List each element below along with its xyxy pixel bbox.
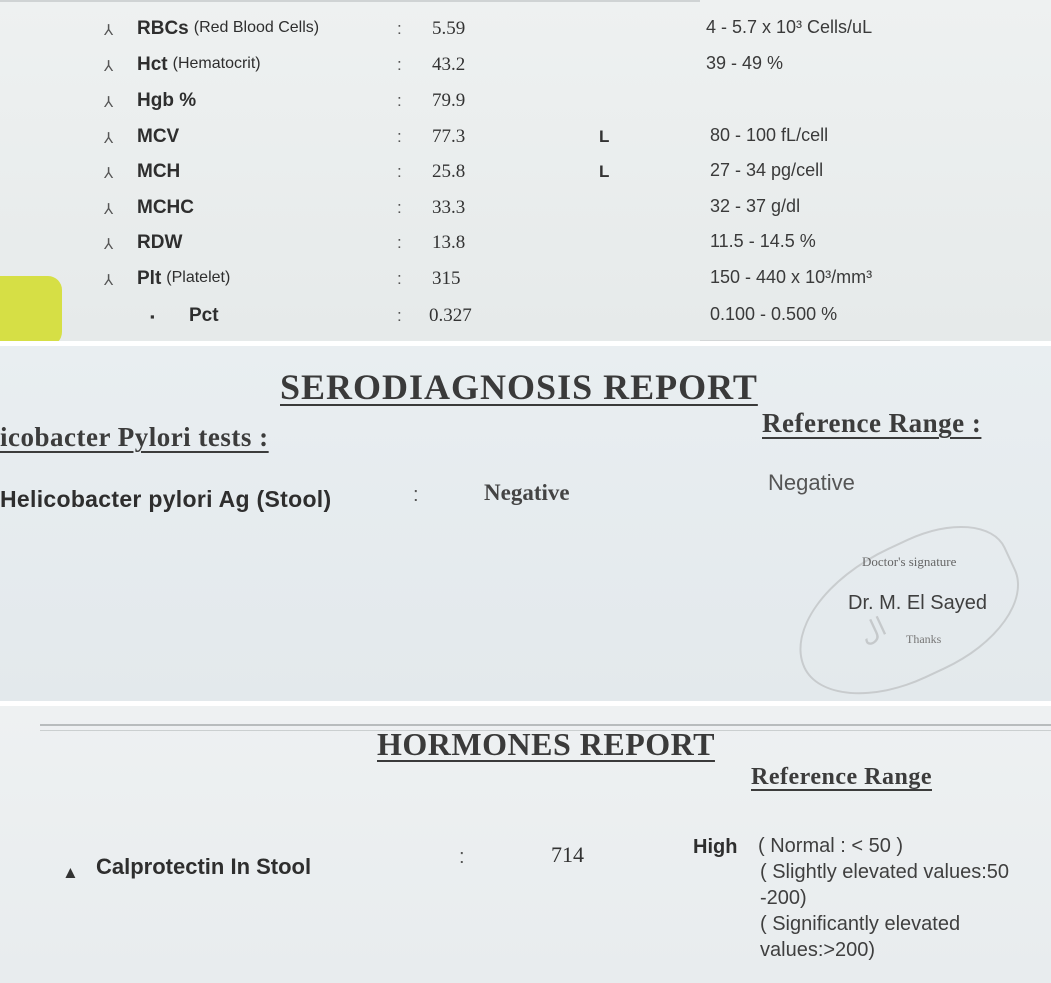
- reference-line: -200): [760, 887, 807, 909]
- marker-highlight: [0, 276, 62, 341]
- test-name: [137, 161, 180, 183]
- flag-arrow-icon: ⅄: [104, 272, 114, 289]
- test-value: 79.9: [432, 90, 466, 111]
- test-name-sub: (Platelet): [166, 269, 231, 286]
- test-value: 33.3: [432, 197, 466, 218]
- test-name: [137, 126, 179, 148]
- flag-arrow-icon: ⅄: [104, 94, 114, 111]
- reference-range-heading: Reference Range :: [762, 408, 982, 438]
- test-name: [137, 90, 196, 112]
- serodiagnosis-panel: [0, 346, 1051, 701]
- test-name: [137, 268, 230, 290]
- colon: :: [397, 269, 402, 288]
- top-edge-line: [0, 0, 700, 2]
- reference-value: Negative: [768, 470, 855, 495]
- colon: :: [397, 306, 402, 325]
- signature-label: Doctor's signature: [862, 554, 957, 569]
- test-value: 0.327: [429, 305, 472, 326]
- reference-range: 11.5 - 14.5 %: [710, 231, 816, 251]
- test-name-sub: (Red Blood Cells): [193, 19, 320, 36]
- test-name: [137, 54, 261, 76]
- stamp-text: ال: [854, 611, 892, 651]
- colon: :: [397, 233, 402, 252]
- test-name: Helicobacter pylori Ag (Stool): [0, 486, 332, 512]
- reference-range: 0.100 - 0.500 %: [710, 304, 838, 324]
- flag-arrow-icon: ⅄: [104, 58, 114, 75]
- bullet-icon: ▪: [150, 309, 155, 324]
- reference-range: 32 - 37 g/dl: [710, 196, 801, 216]
- flag-arrow-icon: ⅄: [104, 22, 114, 39]
- serodiagnosis-title: SERODIAGNOSIS REPORT: [280, 367, 758, 407]
- colon: :: [397, 91, 402, 110]
- result-flag: High: [693, 836, 738, 858]
- reference-range-lines: [760, 833, 1009, 963]
- flag-arrow-icon: ⅄: [104, 236, 114, 253]
- colon: :: [397, 19, 402, 38]
- test-name-main: RDW: [137, 232, 183, 253]
- test-value: 25.8: [432, 161, 466, 182]
- flag-arrow-icon: ⅄: [104, 130, 114, 147]
- colon: :: [397, 198, 402, 217]
- test-name: [137, 18, 319, 40]
- test-name-main: MCV: [137, 126, 180, 147]
- result-flag: L: [599, 127, 610, 146]
- test-name-main: RBCs: [137, 18, 189, 39]
- colon: :: [397, 162, 402, 181]
- test-name-main: Pct: [189, 305, 219, 326]
- reference-range: 150 - 440 x 10³/mm³: [710, 267, 873, 287]
- colon: :: [397, 127, 402, 146]
- reference-line: ( Slightly elevated values:50: [760, 861, 1010, 883]
- test-name: [137, 197, 194, 219]
- hormones-panel: [0, 706, 1051, 983]
- test-value: 13.8: [432, 232, 466, 253]
- reference-range: 27 - 34 pg/cell: [710, 160, 824, 180]
- result-flag: L: [599, 162, 610, 181]
- colon: :: [397, 55, 402, 74]
- test-value: 315: [432, 268, 461, 289]
- reference-range: 4 - 5.7 x 10³ Cells/uL: [706, 17, 873, 37]
- bottom-edge-line: [700, 340, 900, 341]
- test-result: Negative: [484, 480, 570, 505]
- test-result: 714: [551, 842, 584, 867]
- test-name: Calprotectin In Stool: [96, 854, 312, 879]
- thanks-text: Thanks: [906, 632, 942, 646]
- reference-line: values:>200): [760, 939, 876, 961]
- cbc-panel: [0, 0, 1051, 341]
- test-value: 5.59: [432, 18, 466, 39]
- test-value: 77.3: [432, 126, 466, 147]
- reference-line: ( Significantly elevated: [760, 913, 961, 935]
- test-name-main: Hgb %: [137, 90, 197, 111]
- test-name: [189, 305, 219, 327]
- reference-line: ( Normal : < 50 ): [758, 835, 904, 857]
- reference-range-heading: Reference Range: [751, 764, 932, 790]
- test-name-main: Plt: [137, 268, 162, 289]
- test-name-main: MCHC: [137, 197, 194, 218]
- hormones-title: HORMONES REPORT: [377, 726, 715, 762]
- test-value: 43.2: [432, 54, 466, 75]
- flag-arrow-icon: ▲: [62, 863, 79, 882]
- doctor-name: Dr. M. El Sayed: [848, 592, 987, 614]
- colon: :: [459, 846, 465, 868]
- test-name-main: Hct: [137, 54, 168, 75]
- test-name: [137, 232, 182, 254]
- reference-range: 39 - 49 %: [706, 53, 784, 73]
- test-name-main: MCH: [137, 161, 181, 182]
- reference-range: 80 - 100 fL/cell: [710, 125, 829, 145]
- flag-arrow-icon: ⅄: [104, 165, 114, 182]
- flag-arrow-icon: ⅄: [104, 201, 114, 218]
- test-name-sub: (Hematocrit): [172, 55, 261, 72]
- section-heading: icobacter Pylori tests :: [0, 422, 269, 452]
- colon: :: [413, 484, 419, 506]
